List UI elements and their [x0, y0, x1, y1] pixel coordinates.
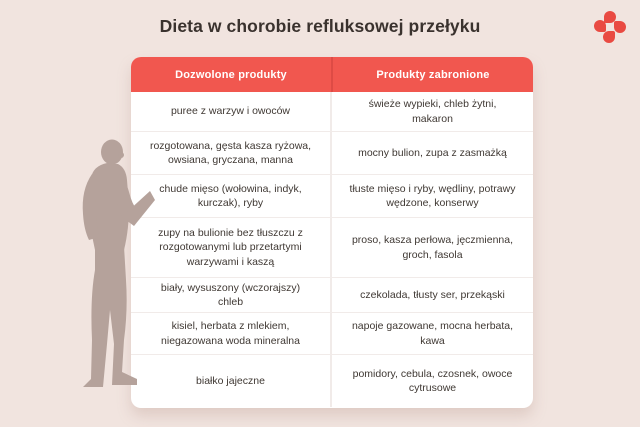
table-row	[131, 312, 533, 354]
allowed-cell	[131, 132, 332, 174]
forbidden-cell	[332, 92, 533, 131]
allowed-column-header: Dozwolone produkty	[131, 57, 333, 92]
forbidden-cell-text: mocny bulion, zupa z zasmażką	[358, 146, 507, 159]
allowed-cell-text: biały, wysuszony (wczorajszy) chleb	[160, 281, 301, 308]
table-row	[131, 174, 533, 217]
forbidden-cell-text: proso, kasza perłowa, jęczmienna, groch, fasola	[351, 234, 514, 261]
allowed-cell	[131, 92, 332, 131]
allowed-cell	[131, 175, 332, 217]
logo-petal-icon	[603, 31, 615, 43]
allowed-cell-text: zupy na bulionie bez tłuszczu z rozgotowanymi lub przetartymi warzywami i kaszą	[158, 226, 303, 268]
allowed-cell-text: kisiel, herbata z mlekiem, niegazowana woda mineralna	[161, 320, 300, 347]
allowed-cell	[131, 355, 332, 407]
allowed-cell	[131, 278, 332, 312]
allowed-cell-text: rozgotowana, gęsta kasza ryżowa, owsiana, gryczana, manna	[149, 139, 312, 166]
allowed-cell-text: puree z warzyw i owoców	[170, 105, 291, 118]
table-row	[131, 131, 533, 174]
table-row	[131, 217, 533, 277]
allowed-cell-text: chude mięso (wołowina, indyk, kurczak), ryby	[159, 182, 302, 209]
man-reading-silhouette-icon	[71, 138, 155, 391]
forbidden-cell-text: napoje gazowane, mocna herbata, kawa	[351, 320, 514, 347]
brand-logo	[594, 11, 626, 43]
table-row	[131, 354, 533, 407]
logo-petal-icon	[614, 21, 626, 33]
table-body	[131, 92, 533, 407]
forbidden-column-header: Produkty zabronione	[376, 68, 490, 81]
allowed-cell	[131, 218, 332, 277]
allowed-cell-text: białko jajeczne	[196, 374, 265, 387]
page-title: Dieta w chorobie refluksowej przełyku	[159, 16, 481, 36]
forbidden-cell-text: czekolada, tłusty ser, przekąski	[360, 288, 505, 301]
forbidden-cell	[332, 278, 533, 312]
table-row	[131, 277, 533, 312]
forbidden-cell-text: pomidory, cebula, czosnek, owoce cytrusowe	[352, 367, 513, 394]
forbidden-cell	[332, 218, 533, 277]
forbidden-cell	[332, 175, 533, 217]
forbidden-cell-text: tłuste mięso i ryby, wędliny, potrawy wędzone, konserwy	[349, 182, 516, 209]
table-header-row	[131, 57, 533, 92]
logo-petal-icon	[594, 20, 606, 32]
diet-table	[131, 57, 533, 408]
forbidden-cell-text: świeże wypieki, chleb żytni, makaron	[368, 98, 497, 125]
allowed-cell	[131, 313, 332, 354]
forbidden-cell	[332, 355, 533, 407]
forbidden-cell	[332, 132, 533, 174]
table-row	[131, 92, 533, 131]
forbidden-cell	[332, 313, 533, 354]
